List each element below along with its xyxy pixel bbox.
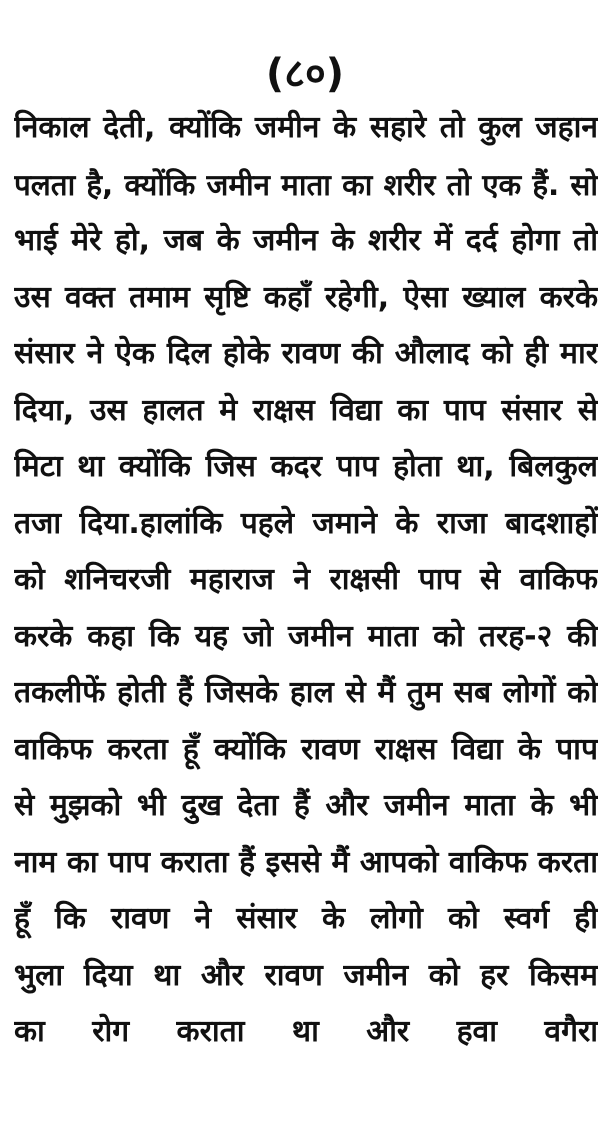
page-number: (८०) [265,51,345,97]
text-line-5: संसार ने ऐक दिल होके रावण की औलाद को ही मार [14,336,598,371]
text-line-16: भुला दिया था और रावण जमीन को हर किसम [14,957,598,993]
text-line-3: भाई मेरे हो, जब के जमीन के शरीर में दर्द होगा तो [14,223,598,258]
text-line-1: निकाल देती, क्योंकि जमीन के सहारे तो कुल जहान [14,110,598,145]
body-text [14,100,598,1061]
text-line-17: का रोग कराता था और हवा वगैरा [14,1014,598,1049]
text-line-10: करके कहा कि यह जो जमीन माता को तरह-२ की [14,618,598,654]
text-line-7: मिटा था क्योंकि जिस कदर पाप होता था, बिलकुल [14,449,598,484]
text-line-9: को शनिचरजी महाराज ने राक्षसी पाप से वाकिफ [14,562,598,597]
text-line-4: उस वक्त तमाम सृष्टि कहाँ रहेगी, ऐसा ख्याल करके [14,279,598,315]
text-line-8: तजा दिया.हालांकि पहले जमाने के राजा बादशाहों [14,505,598,541]
text-line-15: हूँ कि रावण ने संसार के लोगो को स्वर्ग ही [14,901,598,936]
text-line-6: दिया, उस हालत मे राक्षस विद्या का पाप संसार से [14,392,598,428]
text-line-11: तकलीफें होती हैं जिसके हाल से मैं तुम सब लोगों को [14,675,598,710]
text-line-14: नाम का पाप कराता हैं इससे मैं आपको वाकिफ करता [14,844,598,880]
text-line-12: वाकिफ करता हूँ क्योंकि रावण राक्षस विद्या के पाप [14,731,598,767]
text-line-13: से मुझको भी दुख देता हैं और जमीन माता के भी [14,788,598,823]
text-line-2: पलता है, क्योंकि जमीन माता का शरीर तो एक हैं. सो [14,167,598,202]
